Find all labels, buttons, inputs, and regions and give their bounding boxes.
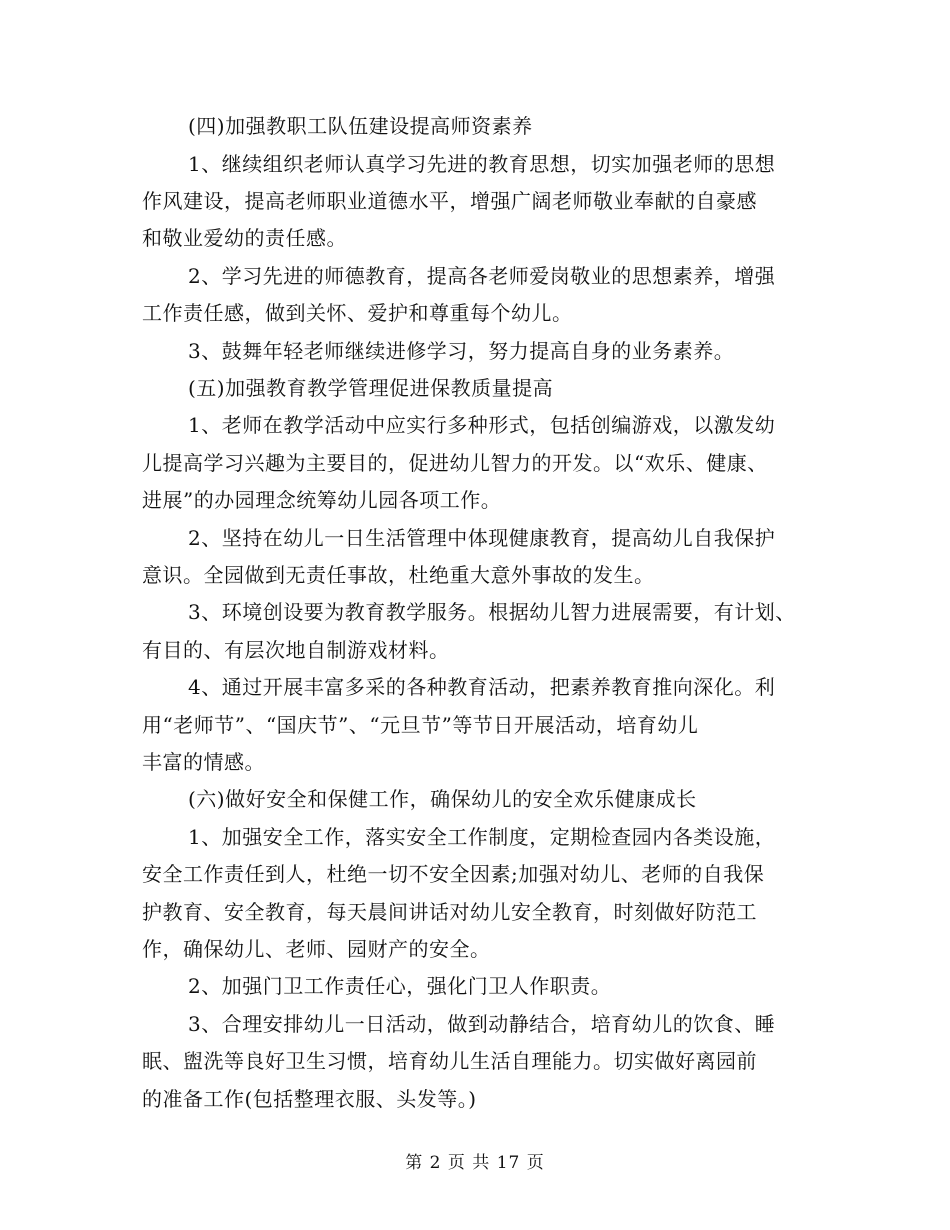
paragraph-line: 和敬业爱幼的责任感。 [142,226,347,250]
paragraph-line: 2、加强门卫工作责任心，强化门卫人作职责。 [188,974,612,998]
paragraph-line: 作风建设，提高老师职业道德水平，增强广阔老师敬业奉献的自豪感 [142,189,757,213]
paragraph-line: 2、学习先进的师德教育，提高各老师爱岗敬业的思想素养，增强 [188,264,776,288]
paragraph-line: 1、加强安全工作，落实安全工作制度，定期检查园内各类设施， [188,825,776,849]
paragraph-line: 3、鼓舞年轻老师继续进修学习，努力提高自身的业务素养。 [188,339,735,363]
paragraph-line: 1、继续组织老师认真学习先进的教育思想，切实加强老师的思想 [188,152,776,176]
paragraph-line: 工作责任感，做到关怀、爱护和尊重每个幼儿。 [142,301,573,325]
section-heading-6: (六)做好安全和保健工作，确保幼儿的安全欢乐健康成长 [188,787,697,811]
page-footer: 第 2 页 共 17 页 [405,1153,545,1173]
paragraph-line: 用“老师节”、“国庆节”、“元旦节”等节日开展活动，培育幼儿 [142,713,699,737]
paragraph-line: 眠、盥洗等良好卫生习惯，培育幼儿生活自理能力。切实做好离园前 [142,1049,757,1073]
paragraph-line: 进展”的办园理念统筹幼儿园各项工作。 [142,488,502,512]
paragraph-line: 安全工作责任到人，杜绝一切不安全因素;加强对幼儿、老师的自我保 [142,862,765,886]
section-heading-4: (四)加强教职工队伍建设提高师资素养 [188,114,533,138]
paragraph-line: 意识。全园做到无责任事故，杜绝重大意外事故的发生。 [142,563,655,587]
paragraph-line: 作，确保幼儿、老师、园财产的安全。 [142,937,491,961]
paragraph-line: 丰富的情感。 [142,750,265,774]
section-heading-5: (五)加强教育教学管理促进保教质量提高 [188,376,554,400]
paragraph-line: 1、老师在教学活动中应实行多种形式，包括创编游戏，以激发幼 [188,413,776,437]
paragraph-line: 3、环境创设要为教育教学服务。根据幼儿智力进展需要，有计划、 [188,600,796,624]
paragraph-line: 2、坚持在幼儿一日生活管理中体现健康教育，提高幼儿自我保护 [188,526,776,550]
paragraph-line: 儿提高学习兴趣为主要目的，促进幼儿智力的开发。以“欢乐、健康、 [142,451,768,475]
paragraph-line: 的准备工作(包括整理衣服、头发等。) [142,1087,477,1111]
paragraph-line: 4、通过开展丰富多采的各种教育活动，把素养教育推向深化。利 [188,675,776,699]
paragraph-line: 护教育、安全教育，每天晨间讲话对幼儿安全教育，时刻做好防范工 [142,900,757,924]
paragraph-line: 有目的、有层次地自制游戏材料。 [142,638,450,662]
paragraph-line: 3、合理安排幼儿一日活动，做到动静结合，培育幼儿的饮食、睡 [188,1012,776,1036]
